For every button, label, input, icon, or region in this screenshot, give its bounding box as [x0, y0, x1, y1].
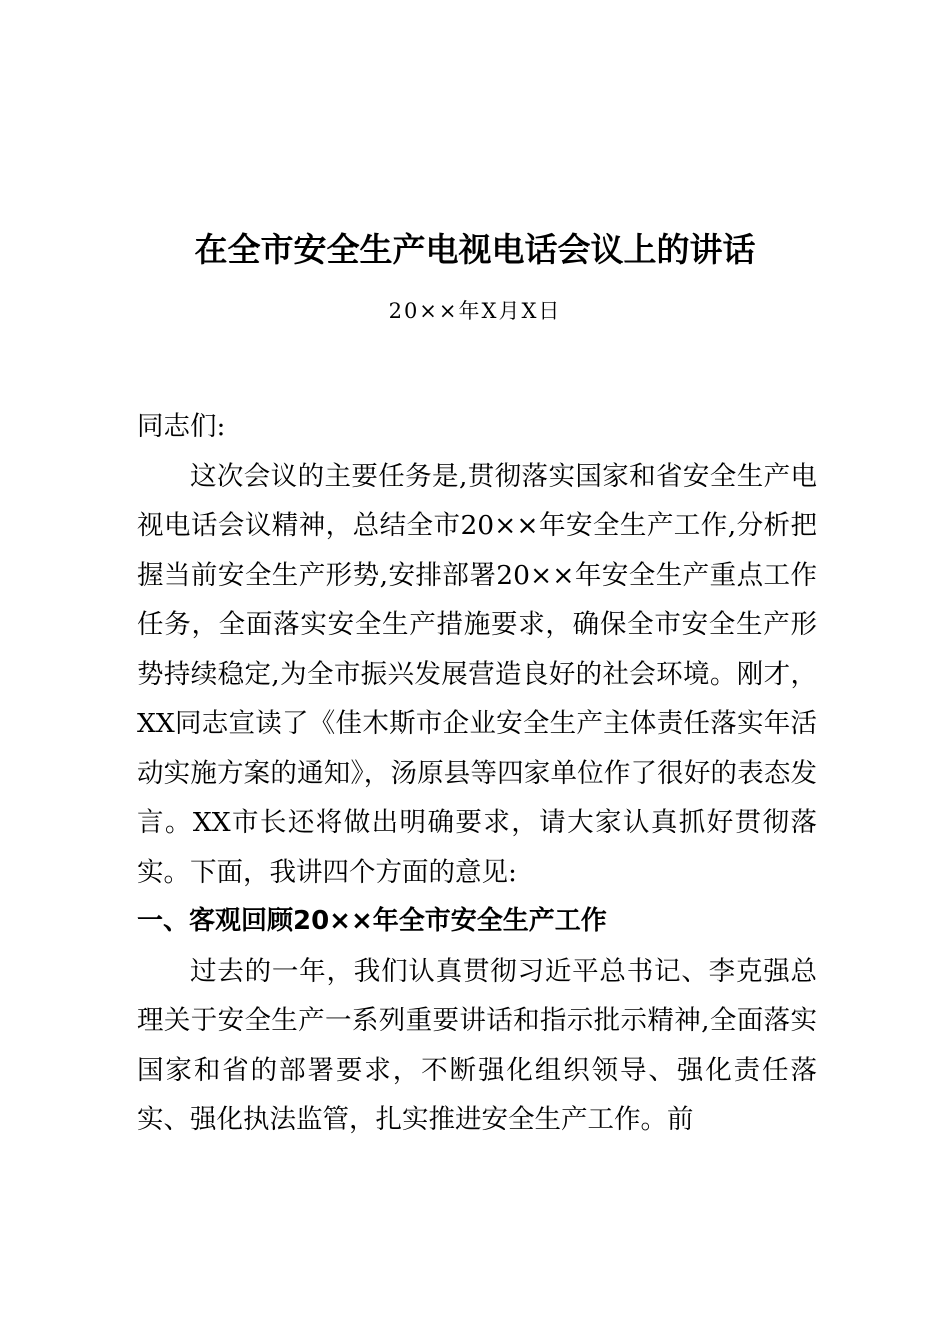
document-date: 20××年X月X日	[388, 299, 562, 323]
document-body	[137, 402, 817, 1145]
section-heading: 一、客观回顾20××年全市安全生产工作	[137, 906, 607, 936]
section-paragraph: 过去的一年，我们认真贯彻习近平总书记、李克强总理关于安全生产一系列重要讲话和指示批示精神,全面落实国家和省的部署要求，不断强化组织领导、强化责任落实、强化执法监管，扎实推进安全生产工作。前	[137, 955, 817, 1135]
body-paragraph: 这次会议的主要任务是,贯彻落实国家和省安全生产电视电话会议精神，总结全市20××年安全生产工作,分析把握当前安全生产形势,安排部署20××年安全生产重点工作任务，全面落实安全生产措施要求，确保全市安全生产形势持续稳定,为全市振兴发展营造良好的社会环境。刚才，XX同志宣读了《佳木斯市企业安全生产主体责任落实年活动实施方案的通知》，汤原县等四家单位作了很好的表态发言。XX市长还将做出明确要求，请大家认真抓好贯彻落实。下面，我讲四个方面的意见:	[137, 460, 817, 888]
salutation: 同志们:	[137, 411, 226, 442]
document-title: 在全市安全生产电视电话会议上的讲话	[194, 230, 756, 269]
